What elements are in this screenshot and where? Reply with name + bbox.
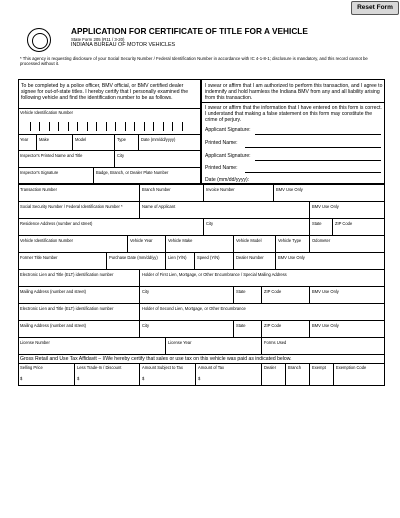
ssn-disclosure-notice: * This agency is requesting disclosure of your Social Security Number / Federal Identification Number in accordance with IC 4-1-8-1; disclosure is mandatory, and this record cannot be processed without it. (20, 56, 368, 67)
vehicle-year-label: Vehicle Year (130, 238, 153, 243)
dealer-number-label: Dealer Number (236, 255, 264, 260)
indiana-state-seal-icon (27, 28, 51, 52)
bmv-use-only-label-4: BMV Use Only (312, 289, 339, 294)
zip-code-label-2: ZIP Code (264, 289, 282, 294)
forms-used-label: Forms Used (264, 340, 287, 345)
printed-name-line-1[interactable] (245, 147, 381, 148)
invoice-number-label: Invoice Number (206, 187, 235, 192)
exemption-code-label: Exemption Code (336, 365, 367, 370)
bmv-use-only-label-3: BMV Use Only (278, 255, 305, 260)
purchase-date-label: Purchase Date (mm/dd/yy) (109, 255, 158, 260)
trade-in-label: Less Trade-In / Discount (77, 365, 122, 370)
mailing-address-label-1: Mailing Address (number and street) (20, 289, 86, 294)
branch-label: Branch (288, 365, 301, 370)
mailing-address-label-2: Mailing Address (number and street) (20, 323, 86, 328)
bmv-use-only-label-5: BMV Use Only (312, 323, 339, 328)
amount-of-tax-label: Amount of Tax (198, 365, 225, 370)
lien-label: Lien (Y/N) (168, 255, 187, 260)
dollar-sign-1: $ (20, 376, 23, 381)
state-label-2: State (236, 289, 246, 294)
inspection-date-label: Date (mm/dd/yyyy) (141, 137, 176, 142)
form-number: State Form 205 (R11 / 3-20) (71, 37, 125, 42)
inspection-statement: To be completed by a police officer, BMV official, or BMV certified dealer signee for out-of-state titles. I hereby certify that I personally examined the following vehicle and find the identification number to be as follows. (21, 83, 189, 102)
name-of-applicant-label: Name of Applicant (142, 204, 176, 209)
vehicle-make-label: Vehicle Make (168, 238, 193, 243)
inspection-city-label: City (117, 153, 125, 158)
license-number-label: License Number (20, 340, 50, 345)
inspection-model-label: Model (75, 137, 87, 142)
state-label-1: State (312, 221, 322, 226)
vehicle-model-label: Vehicle Model (236, 238, 262, 243)
vehicle-type-label: Vehicle Type (278, 238, 302, 243)
residence-address-label: Residence Address (number and street) (20, 221, 93, 226)
city-label-3: City (142, 323, 150, 328)
inspector-signature-label: Inspector's Signature (20, 170, 59, 175)
applicant-statement-2: I swear or affirm that the information that I have entered on this form is correct. I understand that making a false statement on this form may constitute the crime of perjury. (205, 105, 382, 124)
inspector-badge-label: Badge, Branch, or Dealer Plate Number (96, 170, 169, 175)
amount-subject-label: Amount Subject to Tax (142, 365, 183, 370)
elt-id-label-1: Electronic Lien and Title (ELT) identification number (20, 272, 114, 277)
license-year-label: License Year (168, 340, 192, 345)
printed-name-line-2[interactable] (245, 172, 381, 173)
applicant-signature-label-2: Applicant Signature: (205, 153, 251, 159)
inspection-vin-label: Vehicle Identification Number (20, 110, 74, 115)
speed-label: Speed (Y/N) (197, 255, 220, 260)
ssn-label: Social Security Number / Federal Identification Number * (20, 204, 123, 209)
applicant-signature-line-1[interactable] (255, 134, 381, 135)
inspection-make-label: Make (39, 137, 50, 142)
name-of-applicant-field[interactable] (142, 210, 307, 217)
printed-name-label-2: Printed Name: (205, 165, 238, 171)
city-label-1: City (206, 221, 214, 226)
ssn-field[interactable] (20, 210, 137, 217)
inspector-name-label: Inspector's Printed Name and Title (20, 153, 83, 158)
branch-number-label: Branch Number (142, 187, 171, 192)
vin-label: Vehicle Identification Number (20, 238, 74, 243)
former-title-label: Former Title Number (20, 255, 58, 260)
zip-code-label-1: ZIP Code (335, 221, 353, 226)
exempt-label: Exempt (312, 365, 326, 370)
city-label-2: City (142, 289, 150, 294)
applicant-signature-line-2[interactable] (255, 160, 381, 161)
dollar-sign-4: $ (198, 376, 201, 381)
residence-address-field[interactable] (20, 227, 201, 234)
reset-form-button[interactable]: Reset Form (351, 1, 399, 15)
dollar-sign-3: $ (142, 376, 145, 381)
inspection-year-label: Year (20, 137, 29, 142)
dealer-label: Dealer (264, 365, 277, 370)
odometer-label: Odometer (312, 238, 331, 243)
applicant-date-label: Date (mm/dd/yyyy): (205, 177, 250, 183)
bmv-use-only-label-2: BMV Use Only (312, 204, 339, 209)
gross-retail-affidavit: Gross Retail and Use Tax Affidavit – I/We hereby certify that sales or use tax on this vehicle was paid as indicated below. (20, 356, 292, 362)
holder-second-lien-label: Holder of Second Lien, Mortgage, or Other Encumbrance (142, 306, 246, 311)
transaction-number-field[interactable] (20, 193, 137, 200)
bmv-use-only-label-1: BMV Use Only (276, 187, 303, 192)
transaction-number-label: Transaction Number (20, 187, 57, 192)
elt-id-label-2: Electronic Lien and Title (ELT) identification number (20, 306, 114, 311)
applicant-statement-1: I swear or affirm that I am authorized to perform this transaction, and I agree to indemnify and hold harmless the Indiana BMV from any and all liability arising from this transaction. (205, 83, 383, 102)
printed-name-label-1: Printed Name: (205, 140, 238, 146)
form-title: APPLICATION FOR CERTIFICATE OF TITLE FOR A VEHICLE (71, 26, 308, 36)
inspection-type-label: Type (117, 137, 126, 142)
selling-price-label: Selling Price (20, 365, 43, 370)
dollar-sign-2: $ (77, 376, 80, 381)
applicant-signature-label-1: Applicant Signature: (205, 127, 251, 133)
holder-first-lien-label: Holder of First Lien, Mortgage, or Other Encumbrance / Special Mailing Address (142, 272, 287, 277)
state-label-3: State (236, 323, 246, 328)
zip-code-label-3: ZIP Code (264, 323, 282, 328)
agency-name: INDIANA BUREAU OF MOTOR VEHICLES (71, 42, 176, 48)
